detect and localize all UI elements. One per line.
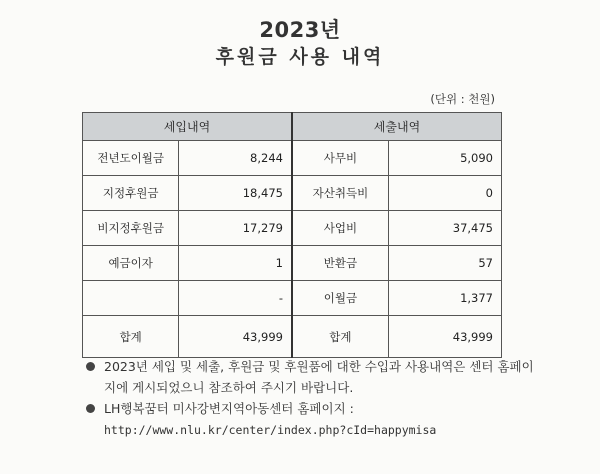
expense-item: 사업비 — [292, 211, 388, 246]
table-row — [83, 281, 502, 316]
income-expense-table — [82, 112, 502, 358]
homepage-url: http://www.nlu.kr/center/index.php?cId=happymisa — [104, 423, 437, 437]
expense-item: 자산취득비 — [292, 176, 388, 211]
report-year: 2023년 — [259, 18, 341, 42]
income-amount: 8,244 — [179, 141, 292, 176]
table-row — [83, 176, 502, 211]
notes-section — [84, 356, 534, 441]
report-title: 후원금 사용 내역 — [215, 46, 385, 68]
income-item: 전년도이월금 — [83, 141, 179, 176]
income-amount: 1 — [179, 246, 292, 281]
income-total-amount: 43,999 — [179, 316, 292, 358]
table-row — [83, 211, 502, 246]
expense-header: 세출내역 — [292, 113, 502, 141]
income-amount: 17,279 — [179, 211, 292, 246]
income-amount: 18,475 — [179, 176, 292, 211]
unit-label: (단위 : 천원) — [430, 92, 495, 106]
expense-item: 사무비 — [292, 141, 388, 176]
income-header: 세입내역 — [83, 113, 292, 141]
bullet-icon — [86, 362, 95, 371]
expense-amount: 5,090 — [388, 141, 501, 176]
expense-item: 이월금 — [292, 281, 388, 316]
bullet-icon — [86, 404, 95, 413]
income-amount: - — [179, 281, 292, 316]
table-row — [83, 246, 502, 281]
total-row — [83, 316, 502, 358]
expense-amount: 1,377 — [388, 281, 501, 316]
expense-amount: 0 — [388, 176, 501, 211]
income-item — [83, 281, 179, 316]
table-row — [83, 141, 502, 176]
income-item: 비지정후원금 — [83, 211, 179, 246]
expense-item: 반환금 — [292, 246, 388, 281]
expense-total-amount: 43,999 — [388, 316, 501, 358]
note-item — [84, 356, 534, 398]
table-header-row — [83, 113, 502, 141]
income-item: 예금이자 — [83, 246, 179, 281]
homepage-label: LH행복꿈터 미사강변지역아동센터 홈페이지 : — [104, 401, 354, 416]
note-text: 2023년 세입 및 세출, 후원금 및 후원품에 대한 수입과 사용내역은 센터 홈페이지에 게시되었으니 참조하여 주시기 바랍니다. — [104, 359, 534, 395]
income-item: 지정후원금 — [83, 176, 179, 211]
note-item — [84, 398, 534, 441]
income-total-label: 합계 — [83, 316, 179, 358]
expense-amount: 37,475 — [388, 211, 501, 246]
expense-total-label: 합계 — [292, 316, 388, 358]
expense-amount: 57 — [388, 246, 501, 281]
